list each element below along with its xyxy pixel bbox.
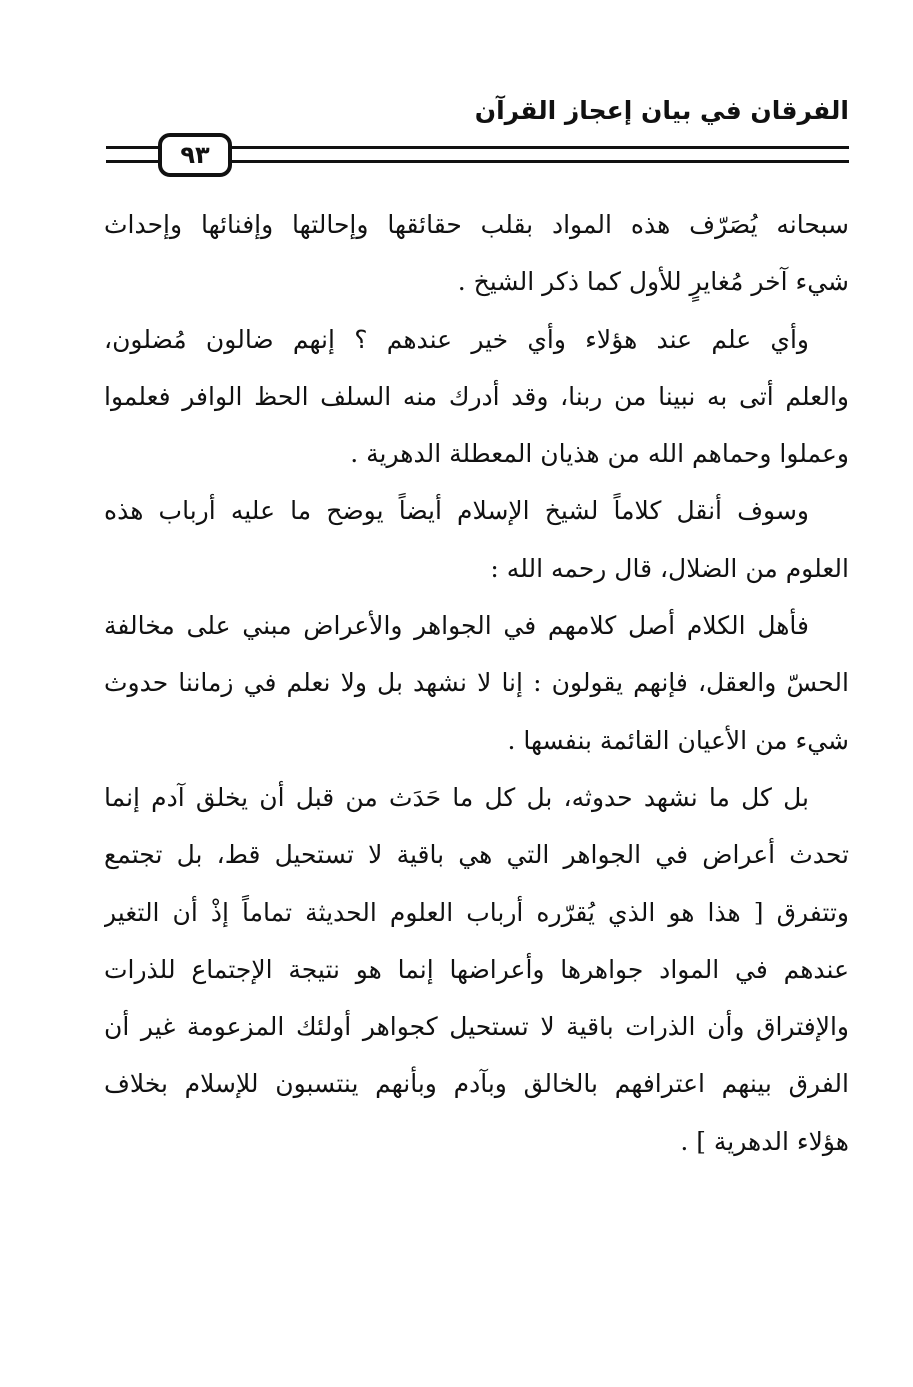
text-line: وسوف أنقل كلاماً لشيخ الإسلام أيضاً يوضح ما عليه أرباب هذه [104,496,809,526]
text-line: عندهم في المواد جواهرها وأعراضها إنما هو نتيجة الإجتماع للذرات [104,954,849,984]
text-line: سبحانه يُصَرّف هذه المواد بقلب حقائقها وإحالتها وإفنائها وإحداث [104,210,849,239]
text-line: بل كل ما نشهد حدوثه، بل كل ما حَدَث من قبل أن يخلق آدم إنما [104,782,809,812]
text-line: الحسّ والعقل، فإنهم يقولون : إنا لا نشهد بل ولا نعلم في زماننا حدوث [104,668,849,698]
text-line: وعملوا وحماهم الله من هذيان المعطلة الدهرية . [350,439,849,469]
header-rule-top-left [106,146,158,149]
text-line: والعلم أتى به نبينا من ربنا، وقد أدرك منه السلف الحظ الوافر فعلموا [104,381,849,411]
header-rule-bottom-left [106,160,158,163]
text-line: العلوم من الضلال، قال رحمه الله : [490,553,849,583]
text-line: وأي علم عند هؤلاء وأي خير عندهم ؟ إنهم ضالون مُضلون، [104,324,809,354]
header-rule-bottom [232,160,849,163]
running-header-title: الفرقان في بيان إعجاز القرآن [474,96,849,125]
text-line: الفرق بينهم اعترافهم بالخالق وبآدم وبأنهم ينتسبون للإسلام بخلاف [104,1069,849,1099]
text-line: والإفتراق وأن الذرات باقية لا تستحيل كجواهر أولئك المزعومة غير أن [104,1012,849,1042]
text-line: فأهل الكلام أصل كلامهم في الجواهر والأعراض مبني على مخالفة [104,611,809,641]
header-rule-top [232,146,849,149]
text-line: هؤلاء الدهرية ] . [680,1126,849,1156]
page-number: ٩٣ [158,133,232,177]
text-line: شيء آخر مُغايرٍ للأول كما ذكر الشيخ . [457,267,849,297]
text-line: شيء من الأعيان القائمة بنفسها . [507,725,849,755]
body-text [104,196,849,1170]
text-line: وتتفرق [ هذا هو الذي يُقرّره أرباب العلوم الحديثة تماماً إذْ أن التغير [104,897,849,927]
text-line: تحدث أعراض في الجواهر التي هي باقية لا تستحيل قط، بل تجتمع [104,840,849,870]
